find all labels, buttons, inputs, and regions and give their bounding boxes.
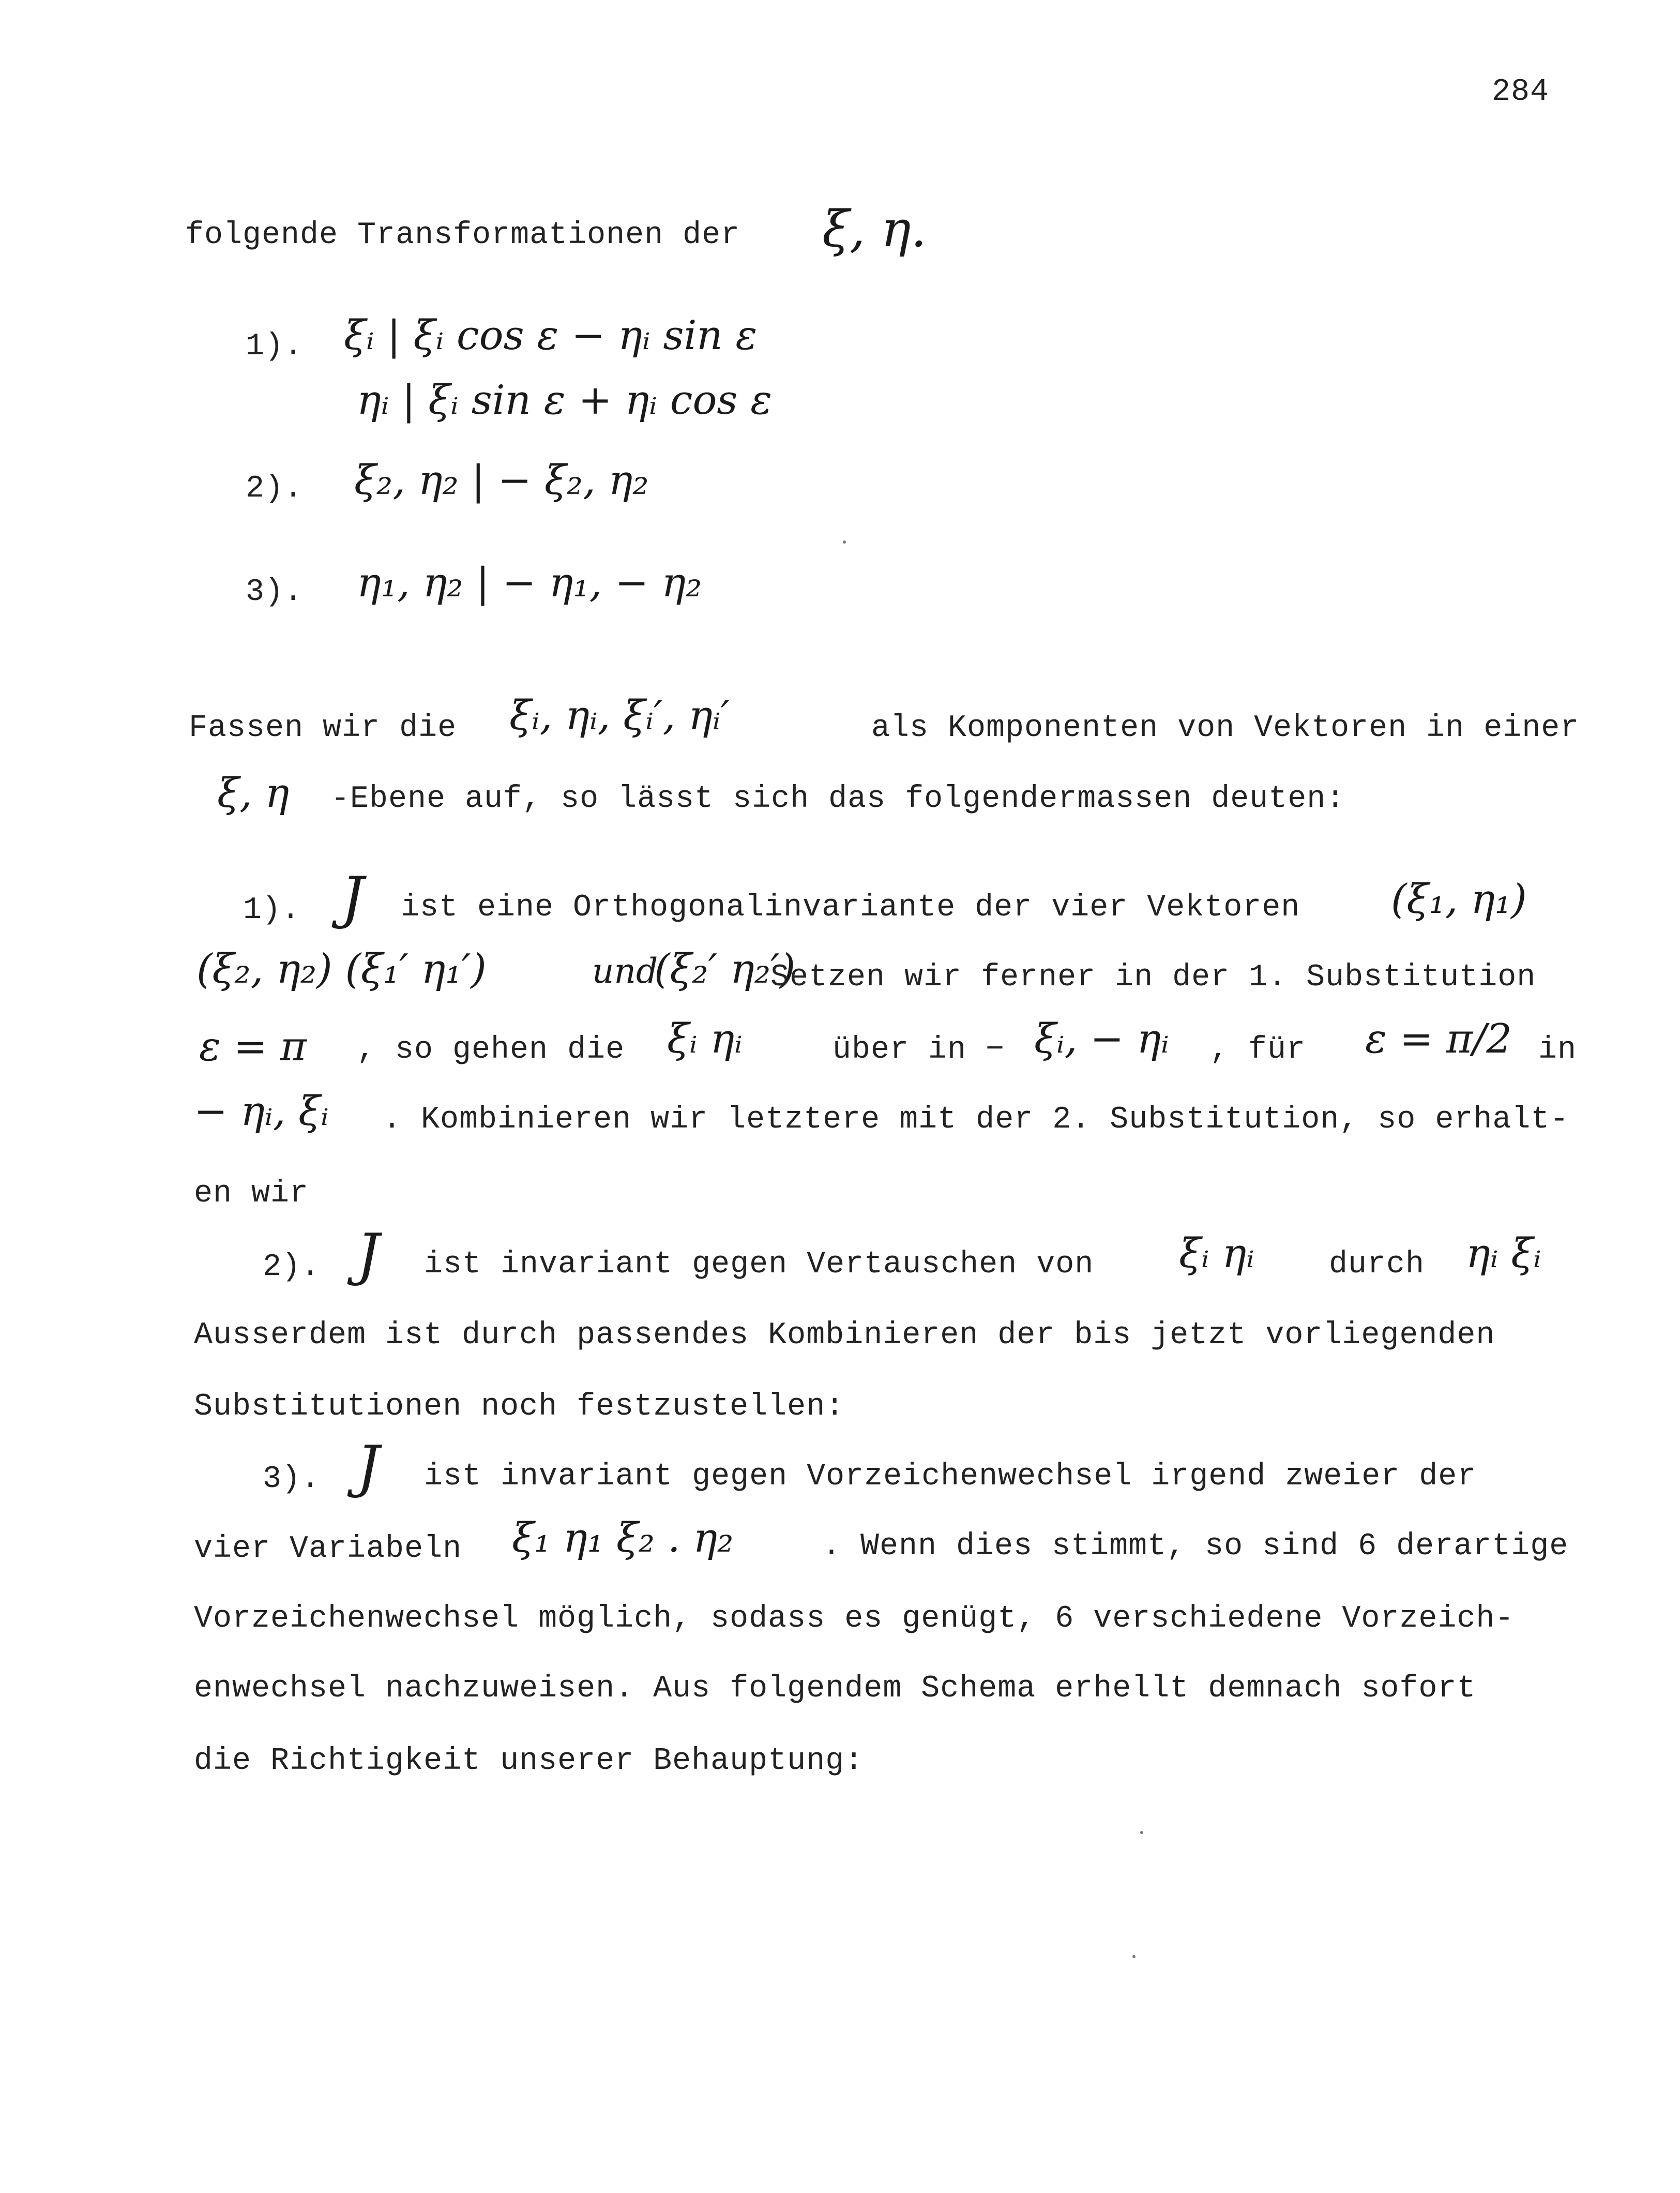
- item3-label: 3).: [263, 1462, 321, 1497]
- item1-formula-b: (ξ₂, η₂) (ξ₁′ η₁′): [196, 946, 487, 993]
- transformation-2-formula: ξ₂, η₂ | − ξ₂, η₂: [354, 457, 649, 504]
- paragraph1-text-c: -Ebene auf, so lässt sich das folgendermassen deuten:: [331, 782, 1345, 817]
- item1-und: und: [592, 951, 658, 991]
- paragraph1-text-b: als Komponenten von Vektoren in einer: [871, 711, 1580, 746]
- transformation-label-3: 3).: [246, 575, 304, 610]
- item3-text-a: ist invariant gegen Vorzeichenwechsel irgend zweier der: [424, 1459, 1477, 1494]
- item2-label: 2).: [263, 1250, 321, 1285]
- item3-text-f: die Richtigkeit unserer Behauptung:: [194, 1744, 864, 1779]
- intro-formula: ξ, η.: [822, 200, 927, 258]
- item3-text-b: vier Variabeln: [194, 1531, 462, 1567]
- item3-formula-a: ξ₁ η₁ ξ₂ . η₂: [512, 1515, 734, 1561]
- item1-text-d: über in −: [833, 1032, 1005, 1068]
- transformation-1-line1: ξᵢ | ξᵢ cos ε − ηᵢ sin ε: [344, 312, 758, 359]
- item3-text-e: enwechsel nachzuweisen. Aus folgendem Schema erhellt demnach sofort: [194, 1671, 1476, 1706]
- item3-symbol: J: [357, 1433, 380, 1499]
- item3-text-c: . Wenn dies stimmt, so sind 6 derartige: [822, 1529, 1569, 1564]
- item1-formula-g: ε = π/2: [1365, 1016, 1512, 1062]
- paragraph1-text-a: Fassen wir die: [189, 711, 457, 746]
- item2-formula-a: ξᵢ ηᵢ: [1179, 1230, 1254, 1277]
- item2-text-c: Ausserdem ist durch passendes Kombinieren der bis jetzt vorliegenden: [194, 1318, 1495, 1353]
- transformation-3-formula: η₁, η₂ | − η₁, − η₂: [357, 560, 702, 606]
- item1-text-c: , so gehen die: [357, 1032, 625, 1068]
- transformation-label-2: 2).: [246, 471, 304, 506]
- scan-speck: [1132, 1955, 1136, 1958]
- scan-speck: [843, 540, 846, 544]
- item1-text-a: ist eine Orthogonalinvariante der vier Vektoren: [401, 890, 1300, 925]
- item2-symbol: J: [357, 1221, 380, 1287]
- item1-formula-f: ξᵢ, − ηᵢ: [1034, 1016, 1169, 1062]
- paragraph1-formula-b: ξ, η: [217, 770, 290, 817]
- item1-text-b: Setzen wir ferner in der 1. Substitution: [770, 960, 1536, 995]
- item1-formula-h: − ηᵢ, ξᵢ: [194, 1088, 329, 1135]
- scan-speck: [1140, 1831, 1143, 1834]
- item1-formula-c: (ξ₂′ η₂′): [654, 946, 796, 993]
- item2-text-d: Substitutionen noch festzustellen:: [194, 1389, 845, 1424]
- intro-text: folgende Transformationen der: [185, 218, 740, 253]
- item1-text-g: . Kombinieren wir letztere mit der 2. Substitution, so erhalt-: [383, 1102, 1569, 1137]
- paragraph1-formula-a: ξᵢ, ηᵢ, ξᵢ′, ηᵢ′: [509, 693, 730, 739]
- item2-text-b: durch: [1329, 1247, 1425, 1282]
- page-number: 284: [1492, 74, 1550, 110]
- item1-text-h: en wir: [194, 1176, 309, 1211]
- item1-label: 1).: [243, 893, 301, 928]
- item2-text-a: ist invariant gegen Vertauschen von: [424, 1247, 1094, 1282]
- item1-formula-d: ε = π: [199, 1024, 307, 1070]
- item2-formula-b: ηᵢ ξᵢ: [1466, 1230, 1541, 1277]
- transformation-label-1: 1).: [246, 329, 304, 364]
- item1-text-f: in: [1538, 1032, 1577, 1068]
- transformation-1-line2: ηᵢ | ξᵢ sin ε + ηᵢ cos ε: [357, 377, 773, 424]
- item3-text-d: Vorzeichenwechsel möglich, sodass es genügt, 6 verschiedene Vorzeich-: [194, 1601, 1515, 1636]
- item1-formula-a: (ξ₁, η₁): [1391, 876, 1527, 923]
- item1-symbol: J: [341, 864, 365, 930]
- item1-text-e: , für: [1210, 1032, 1306, 1068]
- item1-formula-e: ξᵢ ηᵢ: [667, 1016, 743, 1062]
